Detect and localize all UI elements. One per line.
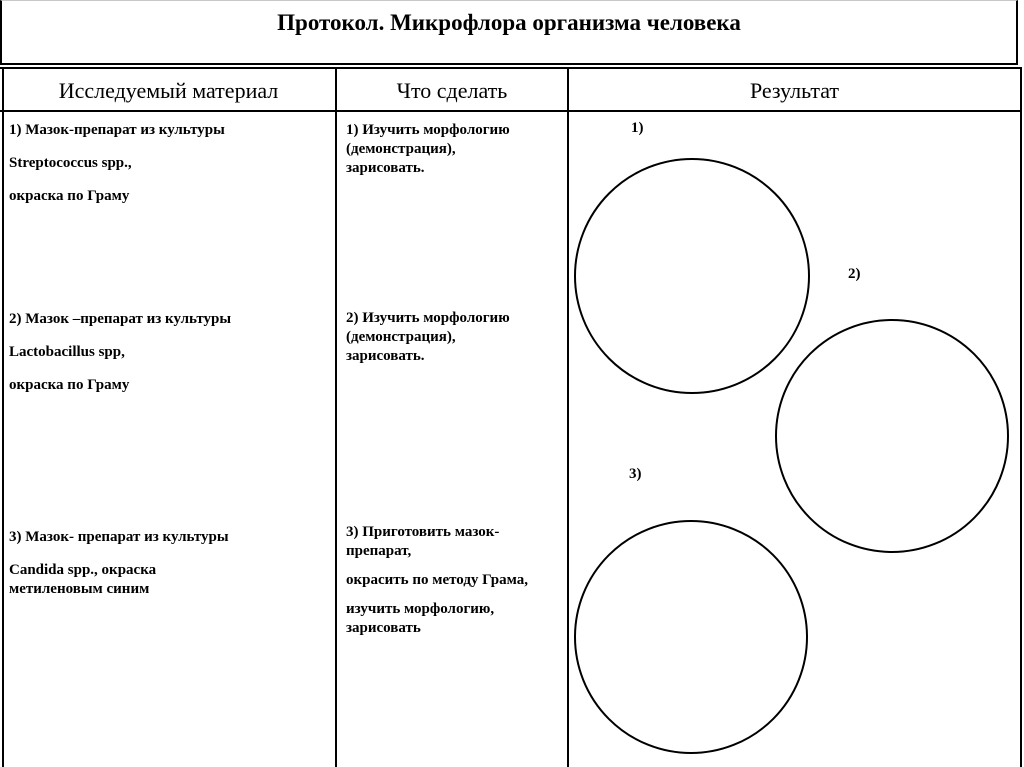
header-material: Исследуемый материал: [58, 78, 279, 103]
header-action: Что сделать: [396, 78, 508, 103]
drawing-circle-2: [776, 320, 1008, 552]
action-1-text: 1) Изучить морфологию (демонстрация), зарисовать.: [346, 122, 510, 176]
material-3-line-1: 3) Мазок- препарат из культуры: [9, 529, 229, 545]
drawing-circle-3: [575, 521, 807, 753]
material-3-line-2: Candida spp., окраска метиленовым синим: [9, 562, 157, 597]
header-result: Результат: [749, 78, 840, 103]
material-2-line-3: окраска по Граму: [9, 377, 130, 393]
action-3-line-3: изучить морфологию, зарисовать: [346, 601, 495, 636]
material-1-line-1: 1) Мазок-препарат из культуры: [9, 122, 225, 138]
drawing-circle-1: [575, 159, 809, 393]
result-label-2: 2): [848, 266, 861, 282]
material-2-line-2: Lactobacillus spp,: [9, 344, 125, 360]
material-2-line-1: 2) Мазок –препарат из культуры: [9, 311, 232, 327]
action-3-line-1: 3) Приготовить мазок-препарат,: [346, 524, 500, 559]
material-1-line-3: окраска по Граму: [9, 188, 130, 204]
material-1-line-2: Streptococcus spp.,: [9, 155, 132, 171]
result-label-1: 1): [631, 120, 644, 136]
page-title: Протокол. Микрофлора организма человека: [277, 10, 741, 35]
result-label-3: 3): [629, 466, 642, 482]
action-2-text: 2) Изучить морфологию (демонстрация), зарисовать.: [346, 310, 510, 364]
action-3-line-2: окрасить по методу Грама,: [346, 572, 528, 588]
